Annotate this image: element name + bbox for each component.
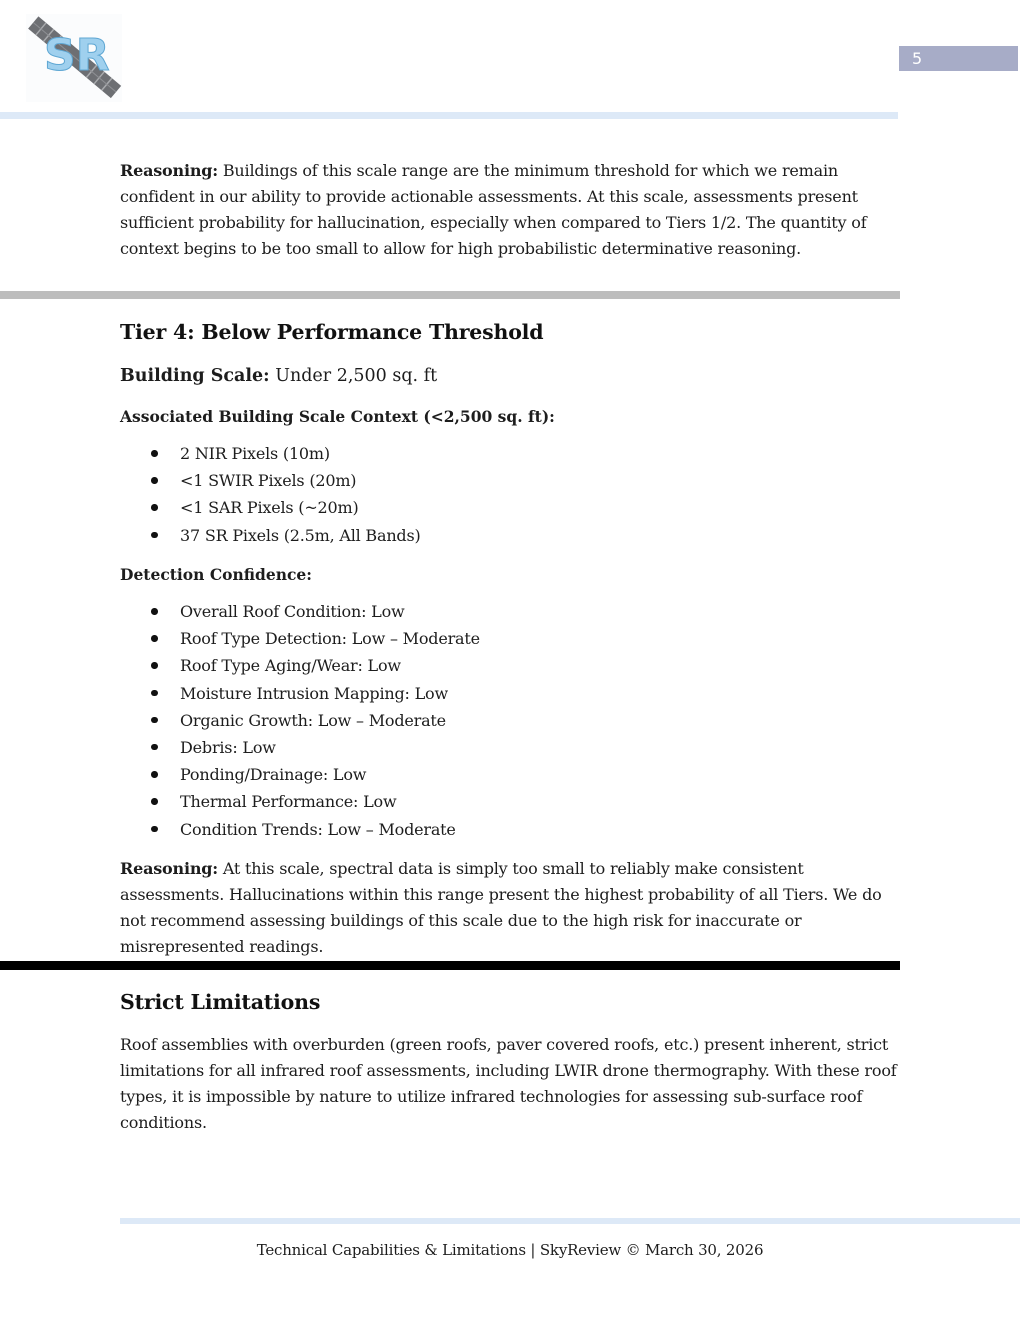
limitations-text: Roof assemblies with overburden (green roofs, paver covered roofs, etc.) present inherent, strict limitations for all infrared roof assessments, including LWIR drone thermography. With these roof types, it is impossible by nature to utilize infrared technologies for assessing sub-surface roof conditions.: [120, 1035, 897, 1132]
context-list-wrap: [120, 440, 900, 549]
list-item: <1 SWIR Pixels (20m): [120, 467, 900, 494]
page-number: 5: [899, 46, 1018, 71]
list-item: Thermal Performance: Low: [120, 788, 900, 815]
header-divider: [0, 112, 898, 119]
logo-letters: SR: [44, 30, 110, 81]
footer-text: Technical Capabilities & Limitations | SkyReview © March 30, 2026: [256, 1241, 764, 1259]
list-item: <1 SAR Pixels (~20m): [120, 494, 900, 521]
context-list: [120, 440, 900, 549]
limitations-title: Strict Limitations: [120, 990, 321, 1014]
section-divider: [0, 291, 900, 299]
list-item: Ponding/Drainage: Low: [120, 761, 900, 788]
list-item: Roof Type Aging/Wear: Low: [120, 652, 900, 679]
limitations-body: [120, 1032, 900, 1136]
reasoning-label: Reasoning:: [120, 859, 218, 878]
confidence-list: [120, 598, 900, 843]
confidence-list-wrap: [120, 598, 900, 843]
building-scale-label: Building Scale:: [120, 366, 270, 386]
logo: [26, 14, 122, 102]
list-item: Moisture Intrusion Mapping: Low: [120, 680, 900, 707]
list-item: Organic Growth: Low – Moderate: [120, 707, 900, 734]
building-scale-value: Under 2,500 sq. ft: [275, 366, 438, 386]
tier4-section: [120, 318, 900, 346]
intro-reasoning: [120, 158, 900, 262]
satellite-icon: [26, 14, 122, 102]
building-scale: [120, 364, 900, 388]
context-heading-wrap: [120, 406, 900, 428]
list-item: Overall Roof Condition: Low: [120, 598, 900, 625]
reasoning-text: Buildings of this scale range are the minimum threshold for which we remain confident in our ability to provide actionable assessments. At this scale, assessments present sufficient probability for hallucination, especially when compared to Tiers 1/2. The quantity of context begins to be too small to allow for high probabilistic determinative reasoning.: [120, 161, 867, 258]
tier4-title: Tier 4: Below Performance Threshold: [120, 320, 544, 344]
list-item: 2 NIR Pixels (10m): [120, 440, 900, 467]
context-heading: Associated Building Scale Context (<2,500 sq. ft):: [120, 407, 555, 426]
confidence-heading: Detection Confidence:: [120, 565, 313, 584]
confidence-heading-wrap: [120, 564, 900, 586]
section-divider-heavy: [0, 961, 900, 970]
reasoning-text: At this scale, spectral data is simply too small to reliably make consistent assessments. Hallucinations within this range present the highest probability of all Tiers. We do not recommend assessing buildings of this scale due to the high risk for inaccurate or misrepresented readings.: [120, 859, 882, 956]
list-item: Condition Trends: Low – Moderate: [120, 816, 900, 843]
reasoning-label: Reasoning:: [120, 161, 218, 180]
tier4-reasoning: [120, 856, 900, 960]
list-item: Roof Type Detection: Low – Moderate: [120, 625, 900, 652]
page-footer: [0, 1239, 1020, 1261]
list-item: Debris: Low: [120, 734, 900, 761]
footer-divider: [120, 1218, 1020, 1224]
list-item: 37 SR Pixels (2.5m, All Bands): [120, 522, 900, 549]
limitations-section: [120, 988, 900, 1016]
